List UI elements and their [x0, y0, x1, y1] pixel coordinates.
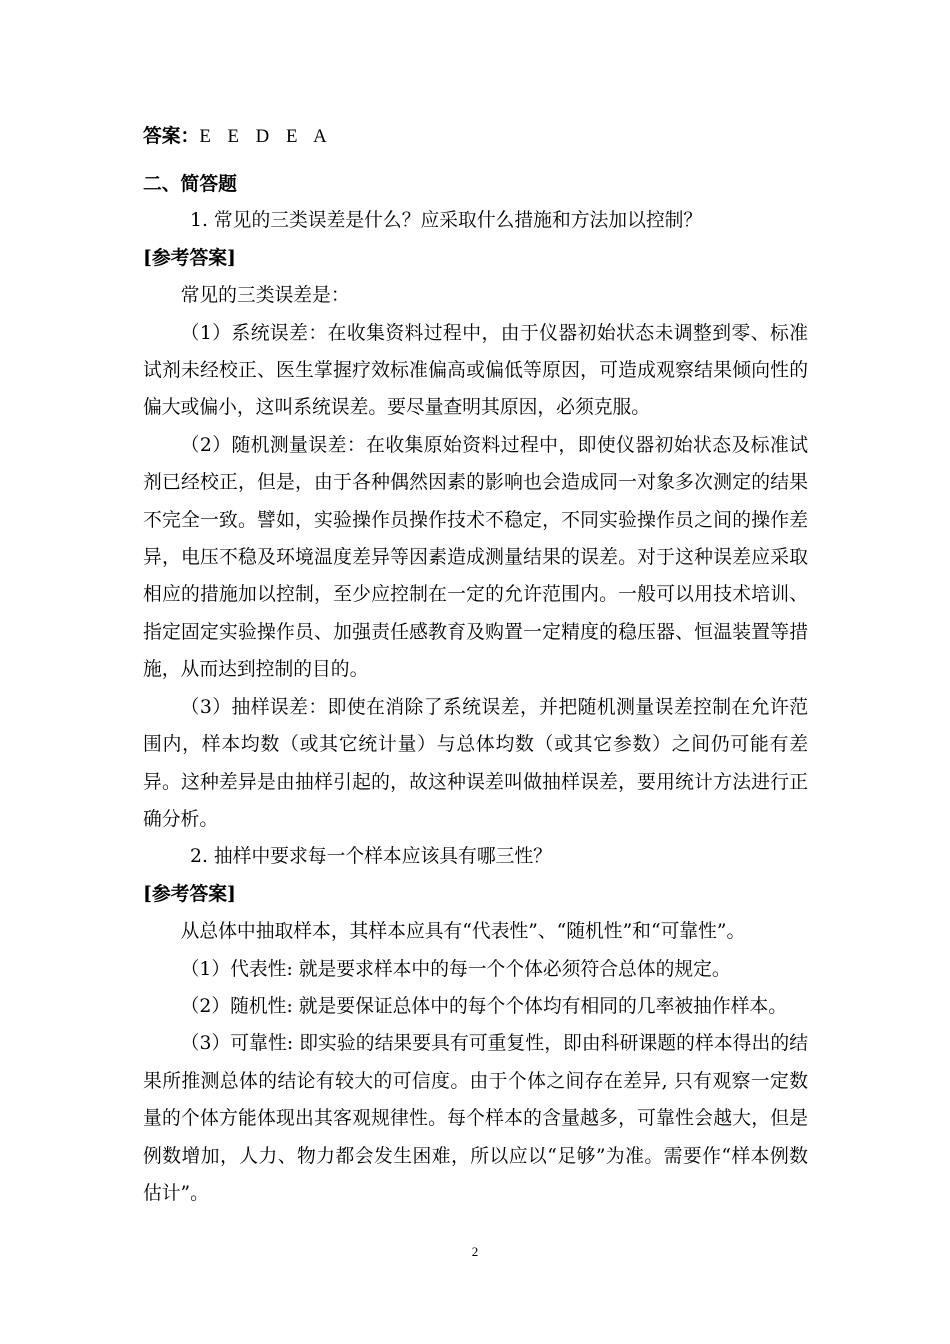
answer-paragraph: （2）随机测量误差：在收集原始资料过程中，即使仪器初始状态及标准试剂已经校正，但是，由于各种偶然因素的影响也会造成同一对象多次测定的结果不完全一致。譬如，实验操作员操作技术不稳定，不同实验操作员之间的操作差异，电压不稳及环境温度差异等因素造成测量结果的误差。对于这种误差应采取相应的措施加以控制，至少应控制在一定的允许范围内。一般可以用技术培训、指定固定实验操作员、加强责任感教育及购置一定精度的稳压器、恒温装置等措施，从而达到控制的目的。 — [143, 434, 808, 681]
answer-line — [143, 118, 808, 155]
answer-paragraph: （1）系统误差：在收集资料过程中，由于仪器初始状态未调整到零、标准试剂未经校正、医生掌握疗效标准偏高或偏低等原因，可造成观察结果倾向性的偏大或偏小，这叫系统误差。要尽量查明其原因，必须克服。 — [143, 322, 808, 419]
answer-paragraph: 常见的三类误差是： — [180, 285, 350, 307]
reference-answer-label: [参考答案] — [143, 882, 236, 905]
section-title: 二、简答题 — [143, 173, 237, 196]
answer-label: 答案： — [143, 125, 200, 147]
answer-paragraph: 从总体中抽取样本，其样本应具有“代表性”、“随机性”和“可靠性”。 — [180, 921, 746, 943]
page-number: 2 — [471, 1244, 479, 1259]
question-2: 2. 抽样中要求每一个样本应该具有哪三性？ — [190, 846, 552, 868]
reference-answer-label: [参考答案] — [143, 246, 236, 269]
answer-paragraph: （1）代表性: 就是要求样本中的每一个个体必须符合总体的规定。 — [180, 958, 731, 980]
answer-value: E E D E A — [199, 126, 333, 147]
answer-paragraph: （3）抽样误差：即使在消除了系统误差，并把随机测量误差控制在允许范围内，样本均数（或其它统计量）与总体均数（或其它参数）之间仍可能有差异。这种差异是由抽样引起的，故这种误差叫做抽样误差，要用统计方法进行正确分析。 — [143, 696, 808, 830]
answer-paragraph: （2）随机性: 就是要保证总体中的每个个体均有相同的几率被抽作样本。 — [180, 995, 788, 1017]
document-body — [143, 118, 808, 1212]
question-1: 1. 常见的三类误差是什么？应采取什么措施和方法加以控制？ — [190, 210, 703, 232]
answer-paragraph: （3）可靠性: 即实验的结果要具有可重复性，即由科研课题的样本得出的结果所推测总体的结论有较大的可信度。由于个体之间存在差异, 只有观察一定数量的个体方能体现出其客观规律性。每个样本的含量越多，可靠性会越大，但是例数增加，人力、物力都会发生困难，所以应以“足够”为准。需要作“样本例数估计”。 — [143, 1033, 808, 1204]
